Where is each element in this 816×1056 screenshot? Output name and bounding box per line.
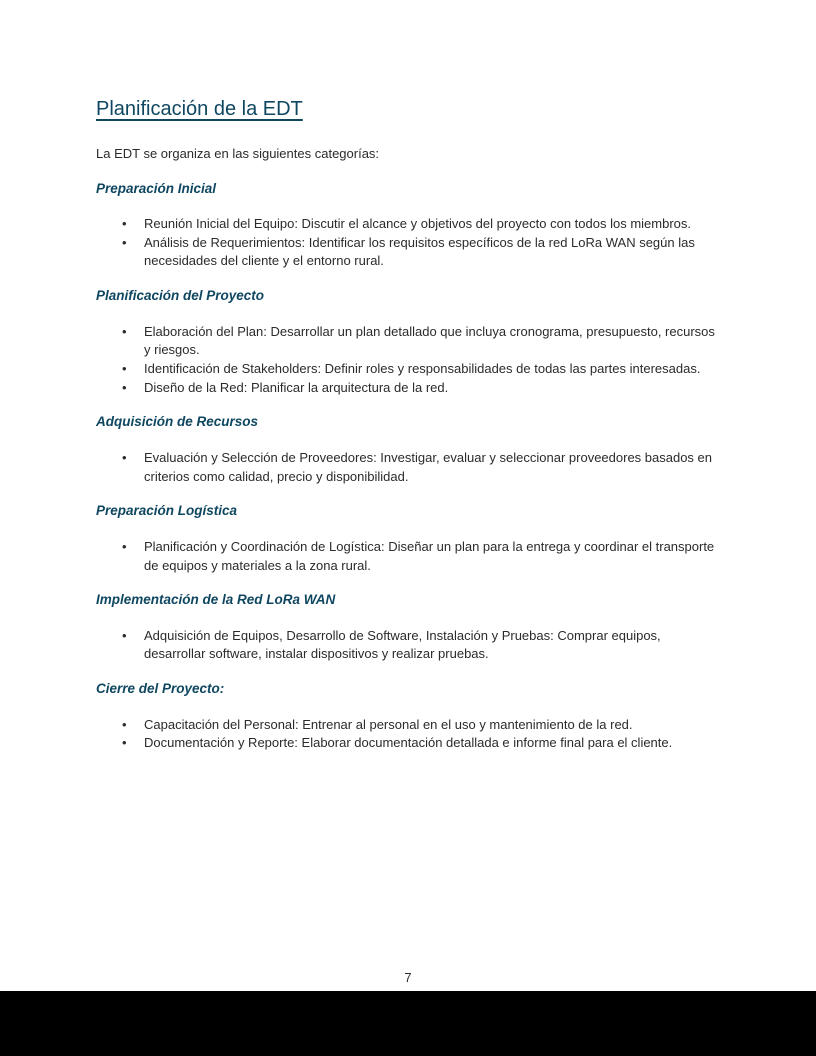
list-item: • Capacitación del Personal: Entrenar al personal en el uso y mantenimiento de la red. <box>144 716 720 735</box>
list-item: • Diseño de la Red: Planificar la arquitectura de la red. <box>144 379 720 398</box>
section-heading: Preparación Logística <box>96 503 238 519</box>
list-item: • Planificación y Coordinación de Logística: Diseñar un plan para la entrega y coordinar el transporte de equipos y materiales a la zona rural. <box>144 538 720 575</box>
list-item: • Identificación de Stakeholders: Definir roles y responsabilidades de todas las partes interesadas. <box>144 360 720 379</box>
page-number: 7 <box>404 970 412 985</box>
bullet-list <box>96 627 720 664</box>
page-title: Planificación de la EDT <box>96 98 303 120</box>
bullet-list <box>96 323 720 398</box>
list-item: • Evaluación y Selección de Proveedores: Investigar, evaluar y seleccionar proveedores basados en criterios como calidad, precio y disponibilidad. <box>144 449 720 486</box>
sections-container <box>96 180 720 754</box>
list-item: • Análisis de Requerimientos: Identificar los requisitos específicos de la red LoRa WAN según las necesidades del cliente y el entorno rural. <box>144 234 720 271</box>
intro-paragraph: La EDT se organiza en las siguientes categorías: <box>96 146 380 161</box>
list-item: • Elaboración del Plan: Desarrollar un plan detallado que incluya cronograma, presupuesto, recursos y riesgos. <box>144 323 720 360</box>
bullet-list <box>96 449 720 486</box>
list-item: • Reunión Inicial del Equipo: Discutir el alcance y objetivos del proyecto con todos los miembros. <box>144 215 720 234</box>
section-heading: Preparación Inicial <box>96 180 217 196</box>
page-bottom-gutter <box>0 991 816 1056</box>
bullet-list <box>96 716 720 753</box>
section-heading: Adquisición de Recursos <box>96 414 259 430</box>
bullet-list <box>96 215 720 271</box>
section-heading: Implementación de la Red LoRa WAN <box>96 592 336 608</box>
list-item: • Documentación y Reporte: Elaborar documentación detallada e informe final para el cliente. <box>144 734 720 753</box>
list-item: • Adquisición de Equipos, Desarrollo de Software, Instalación y Pruebas: Comprar equipos, desarrollar software, instalar dispositivos y realizar pruebas. <box>144 627 720 664</box>
bullet-list <box>96 538 720 575</box>
section-heading: Cierre del Proyecto: <box>96 681 225 697</box>
section-heading: Planificación del Proyecto <box>96 288 265 304</box>
